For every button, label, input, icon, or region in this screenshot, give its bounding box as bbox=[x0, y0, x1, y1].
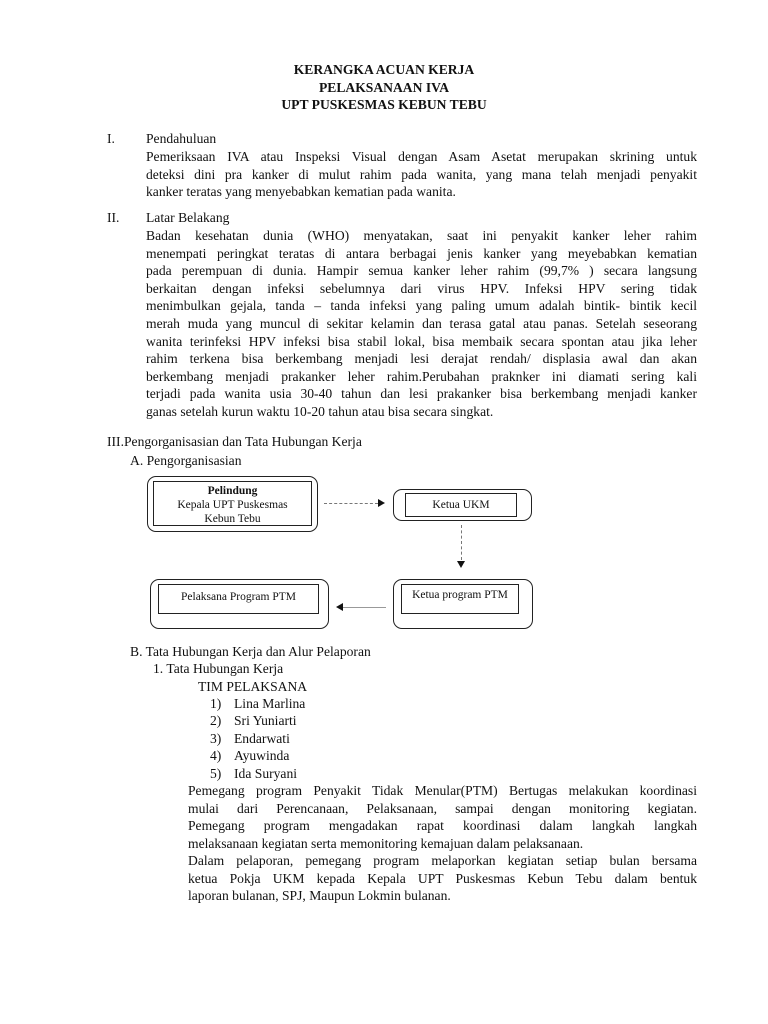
paragraph-line: Pemegang program Penyakit Tidak Menular(PTM) Bertugas melakukan koordinasi bbox=[188, 783, 697, 798]
paragraph-line: pada perempuan di dunia. Hampir semua kanker leher rahim (99,7% ) secara langsung bbox=[146, 263, 697, 279]
member-name: Lina Marlina bbox=[234, 696, 306, 711]
subsection-b-heading: B. Tata Hubungan Kerja dan Alur Pelaporan bbox=[130, 644, 371, 659]
member-number: 2) bbox=[210, 713, 222, 729]
arrow-down-icon bbox=[457, 561, 465, 568]
paragraph-line: deteksi dini pra kanker di mulut rahim pada wanita, yang mana telah menjadi penyakit bbox=[146, 166, 697, 182]
subsection-b1-heading: 1. Tata Hubungan Kerja bbox=[153, 661, 284, 676]
pelindung-line-1: Kepala UPT Puskesmas bbox=[177, 499, 288, 511]
ketua-ptm-label: Ketua program PTM bbox=[401, 584, 519, 614]
pelindung-line-2: Kebun Tebu bbox=[204, 513, 261, 525]
ketua-ukm-label: Ketua UKM bbox=[405, 493, 517, 517]
doc-title-2: PELAKSANAAN IVA bbox=[318, 80, 450, 95]
arrow-right-icon bbox=[378, 499, 385, 507]
section-2-number: II. bbox=[107, 210, 120, 225]
arrow-line-left bbox=[343, 607, 386, 608]
member-number: 1) bbox=[210, 696, 222, 711]
arrow-line-down bbox=[461, 525, 462, 560]
subsection-a-heading: A. Pengorganisasian bbox=[130, 453, 242, 468]
member-number: 4) bbox=[210, 748, 222, 764]
paragraph-line: Pemegang program mengadakan rapat koordinasi dalam langkah langkah bbox=[188, 818, 697, 833]
pelindung-inner bbox=[153, 481, 312, 526]
member-name: Sri Yuniarti bbox=[234, 713, 297, 729]
paragraph-line: Dalam pelaporan, pemegang program melaporkan kegiatan setiap bulan bersama bbox=[188, 853, 697, 868]
member-name: Endarwati bbox=[234, 730, 290, 746]
doc-title-3: UPT PUSKESMAS KEBUN TEBU bbox=[281, 97, 487, 112]
paragraph-line: terjadi pada wanita usia 30-40 tahun dan lesi prakanker bisa berkembang menjadi kanker bbox=[146, 386, 697, 402]
pelindung-title: Pelindung bbox=[207, 485, 258, 497]
paragraph-line: menimbulkan gejala, tanda – tanda infeksi yang paling umum adalah bintik- bintik kecil bbox=[146, 298, 697, 314]
section-3-heading: III.Pengorganisasian dan Tata Hubungan Kerja bbox=[107, 434, 362, 449]
doc-title-1: KERANGKA ACUAN KERJA bbox=[293, 62, 475, 77]
section-2-heading: Latar Belakang bbox=[146, 210, 230, 225]
paragraph-line: berkaitan dengan infeksi sebelumnya dari virus HPV. Infeksi HPV sering tidak bbox=[146, 280, 697, 296]
section-1-heading: Pendahuluan bbox=[146, 131, 217, 146]
paragraph-line: mulai dari Perencanaan, Pelaksanaan, sampai dengan monitoring kegiatan. bbox=[188, 800, 697, 816]
paragraph-line: merah muda yang muncul di sekitar kelamin dan terasa gatal atau panas. Setelah seseorang bbox=[146, 316, 697, 331]
paragraph-line: rahim terkena bisa berkembang menjadi lesi derajat rendah/ displasia awal dan akan bbox=[146, 351, 697, 367]
paragraph-line: wanita terinfeksi HPV infeksi bisa stabil lokal, bisa membaik secara spontan atau jika leher bbox=[146, 333, 697, 349]
arrow-left-icon bbox=[336, 603, 343, 611]
member-name: Ayuwinda bbox=[234, 748, 290, 764]
paragraph-line: Badan kesehatan dunia (WHO) menyatakan, saat ini penyakit kanker leher rahim bbox=[146, 228, 697, 243]
section-1-number: I. bbox=[107, 131, 115, 146]
tim-heading: TIM PELAKSANA bbox=[198, 679, 308, 694]
paragraph-line: laporan bulanan, SPJ, Maupun Lokmin bulanan. bbox=[188, 888, 451, 903]
paragraph-line: menempati peringkat teratas di antara berbagai jenis kanker yang meyebabkan kematian bbox=[146, 245, 697, 261]
paragraph-line: ganas setelah kurun waktu 10-20 tahun atau bisa secara singkat. bbox=[146, 404, 494, 419]
paragraph-line: ketua Pokja UKM kepada Kepala UPT Puskesmas Kebun Tebu dalam bentuk bbox=[188, 870, 697, 886]
member-number: 5) bbox=[210, 765, 222, 781]
member-name: Ida Suryani bbox=[234, 765, 298, 781]
paragraph-line: Pemeriksaan IVA atau Inspeksi Visual dengan Asam Asetat merupakan skrining untuk bbox=[146, 149, 697, 164]
paragraph-line: melaksanaan kegiatan serta memonitoring kemajuan dalam pelaksanaan. bbox=[188, 835, 584, 851]
paragraph-line: berkembang menjadi prakanker leher rahim.Perubahan praknker ini diamati sering kali bbox=[146, 368, 697, 384]
pelaksana-label: Pelaksana Program PTM bbox=[158, 584, 319, 614]
member-number: 3) bbox=[210, 730, 222, 746]
arrow-line-right bbox=[324, 503, 378, 504]
paragraph-line: kanker teratas yang menyebabkan kematian pada wanita. bbox=[146, 184, 456, 200]
